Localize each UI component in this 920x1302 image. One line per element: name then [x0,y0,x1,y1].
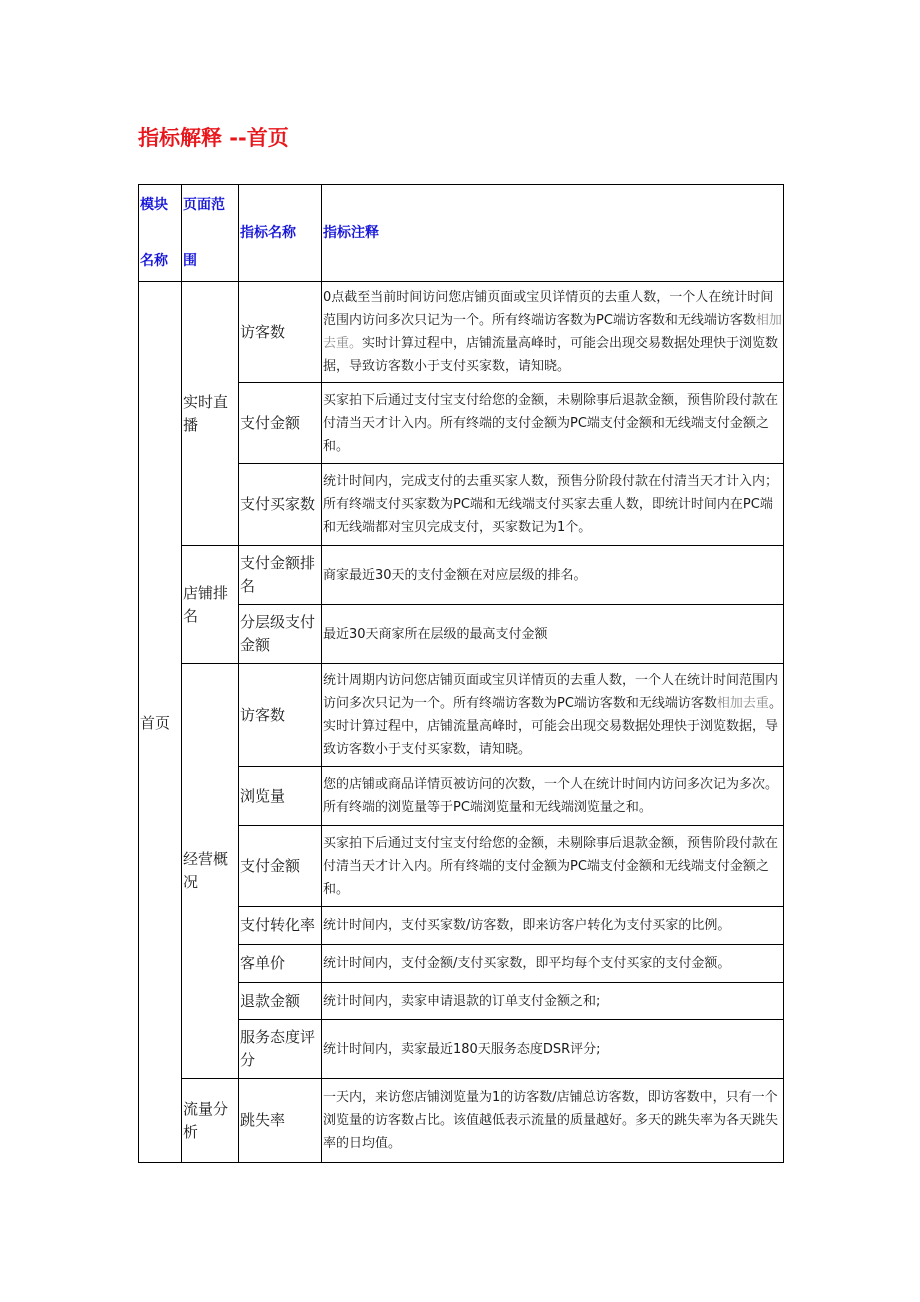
metrics-table [138,184,784,1163]
metric-note: 买家拍下后通过支付宝支付给您的金额，未剔除事后退款金额，预售阶段付款在付清当天才计入内。所有终端的支付金额为PC端支付金额和无线端支付金额之和。 [322,383,784,464]
header-metric-note: 指标注释 [322,185,784,282]
metric-note: 统计时间内，支付买家数/访客数，即来访客户转化为支付买家的比例。 [322,907,784,945]
table-row [139,282,784,383]
table-row [139,664,784,767]
group-cell-realtime: 实时直播 [182,282,239,546]
table-row [139,1079,784,1163]
metric-note-tail-text: 。实时计算过程中，店铺流量高峰时，可能会出现交易数据处理快于浏览数据，导致访客数小于支付买家数，请知晓。 [323,696,782,757]
table-row [139,546,784,605]
header-row [139,185,784,282]
group-cell-shop-rank: 店铺排名 [182,546,239,664]
metric-name: 支付金额 [239,826,322,907]
metric-note: 您的店铺或商品详情页被访问的次数，一个人在统计时间内访问多次记为多次。所有终端的浏览量等于PC端浏览量和无线端浏览量之和。 [322,767,784,826]
metric-name: 服务态度评分 [239,1020,322,1079]
metric-note: 统计时间内，卖家最近180天服务态度DSR评分; [322,1020,784,1079]
metric-name: 支付金额排名 [239,546,322,605]
metric-name: 跳失率 [239,1079,322,1163]
metric-name: 退款金额 [239,983,322,1020]
metric-name: 访客数 [239,282,322,383]
metric-note: 一天内，来访您店铺浏览量为1的访客数/店铺总访客数，即访客数中，只有一个浏览量的访客数占比。该值越低表示流量的质量越好。多天的跳失率为各天跳失率的日均值。 [322,1079,784,1163]
header-module-line2: 名称 [140,253,168,269]
metric-note-gray-text: 相加去重。 [323,313,782,351]
header-metric-name: 指标名称 [239,185,322,282]
metric-note-tail-text: 实时计算过程中，店铺流量高峰时，可能会出现交易数据处理快于浏览数据，导致访客数小于支付买家数，请知晓。 [323,336,779,374]
metric-name: 访客数 [239,664,322,767]
header-module-name [139,185,182,282]
header-range-line2: 围 [183,253,197,269]
metric-note: 最近30天商家所在层级的最高支付金额 [322,605,784,664]
metric-note: 买家拍下后通过支付宝支付给您的金额，未剔除事后退款金额，预售阶段付款在付清当天才计入内。所有终端的支付金额为PC端支付金额和无线端支付金额之和。 [322,826,784,907]
metric-name: 支付买家数 [239,464,322,546]
metric-note: 统计时间内，完成支付的去重买家人数，预售分阶段付款在付清当天才计入内；所有终端支付买家数为PC端和无线端支付买家去重人数，即统计时间内在PC端和无线端都对宝贝完成支付，买家数记为1个。 [322,464,784,546]
metric-name: 支付转化率 [239,907,322,945]
group-cell-business-overview: 经营概况 [182,664,239,1079]
metric-note-text: 统计周期内访问您店铺页面或宝贝详情页的去重人数，一个人在统计时间范围内访问多次只记为一个。所有终端访客数为PC端访客数和无线端访客数 [323,673,779,711]
metric-name: 客单价 [239,945,322,983]
page-title: 指标解释 --首页 [138,126,289,150]
module-cell: 首页 [139,282,182,1163]
metric-note-text: 0点截至当前时间访问您店铺页面或宝贝详情页的去重人数，一个人在统计时间范围内访问多次只记为一个。所有终端访客数为PC端访客数和无线端访客数 [323,290,774,328]
metric-name: 浏览量 [239,767,322,826]
metric-note: 统计时间内，支付金额/支付买家数，即平均每个支付买家的支付金额。 [322,945,784,983]
header-page-range [182,185,239,282]
metric-note: 商家最近30天的支付金额在对应层级的排名。 [322,546,784,605]
metric-note [322,282,784,383]
metric-name: 支付金额 [239,383,322,464]
header-module-line1: 模块 [140,197,168,213]
group-cell-traffic-analysis: 流量分析 [182,1079,239,1163]
metric-note [322,664,784,767]
metric-note-gray-text: 相加去重 [716,696,769,711]
metric-name: 分层级支付金额 [239,605,322,664]
header-range-line1: 页面范 [183,197,225,213]
metric-note: 统计时间内，卖家申请退款的订单支付金额之和; [322,983,784,1020]
